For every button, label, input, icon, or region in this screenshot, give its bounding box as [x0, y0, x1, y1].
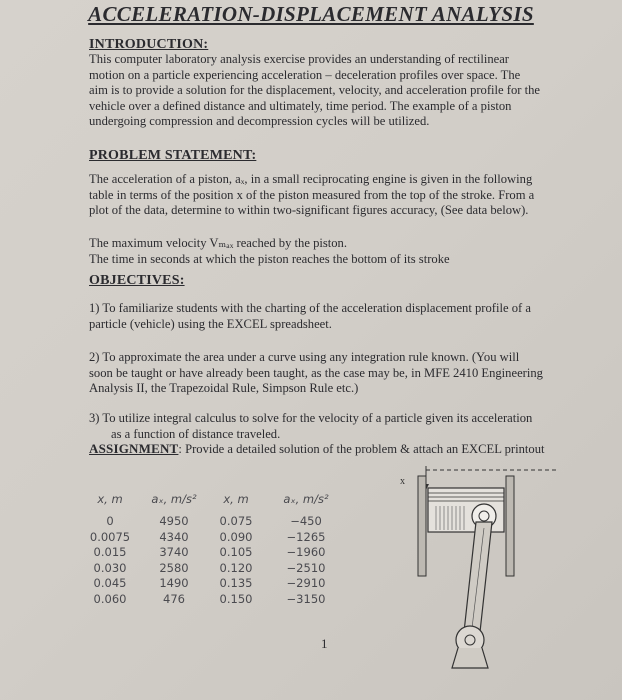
text-line: Analysis II, the Trapezoidal Rule, Simpson Rule etc.) [89, 381, 359, 395]
assignment-heading: ASSIGNMENT [89, 441, 179, 456]
table-cell: 0.060 [93, 591, 127, 606]
table-header: aₓ, m/s² [283, 492, 329, 506]
introduction-heading: INTRODUCTION: [89, 37, 209, 52]
table-cell: −2510 [286, 560, 326, 575]
table-cell: 0.105 [219, 545, 253, 559]
table-cell: 0.135 [219, 576, 253, 590]
text-line: motion on a particle experiencing acceleration – deceleration profiles over space. The [89, 67, 521, 82]
objective-1 [89, 301, 531, 332]
text-line: 1) To familiarize students with the charting of the acceleration displacement profile of a [89, 301, 531, 315]
table-cell: 0.030 [93, 560, 127, 575]
table-cell: 0.0075 [89, 529, 131, 544]
table-cell: 0.075 [219, 514, 253, 528]
table-cell: −1265 [286, 529, 326, 544]
cylinder-wall-right [506, 476, 514, 576]
piston-diagram [388, 462, 568, 682]
table-cell: −1960 [286, 545, 326, 559]
table-cell: 4340 [159, 529, 189, 544]
text-line: undergoing compression and decompression cycles will be utilized. [89, 114, 430, 128]
text-line: The time in seconds at which the piston reaches the bottom of its stroke [89, 251, 450, 266]
page-number: 1 [321, 636, 328, 651]
text-line: 3) To utilize integral calculus to solve for the velocity of a particle given its acceleration [89, 411, 533, 425]
text-line: vehicle over a defined distance and ultimately, time period. The example of a piston [89, 98, 512, 113]
table-cell: 2580 [159, 560, 189, 575]
table-column-a2 [270, 492, 342, 607]
table-header: x, m [223, 492, 249, 506]
table-cell: −2910 [286, 576, 326, 590]
introduction-paragraph [89, 52, 540, 130]
text-line: as a function of distance traveled. [111, 426, 281, 441]
problem-paragraph [89, 172, 534, 219]
table-cell: 0.150 [219, 591, 253, 606]
data-table [80, 492, 340, 622]
text-line: The acceleration of a piston, aₓ, in a small reciprocating engine is given in the following [89, 172, 533, 186]
cylinder-wall-left [418, 476, 426, 576]
table-cell: 0.015 [93, 545, 127, 559]
table-column-x2 [206, 492, 266, 607]
table-cell: 3740 [159, 545, 189, 559]
table-cell: 0.120 [219, 560, 253, 575]
objective-2 [89, 350, 543, 397]
text-line: plot of the data, determine to within two-significant figures accuracy, (See data below). [89, 203, 529, 217]
table-cell: 476 [163, 591, 185, 606]
table-header: x, m [97, 492, 123, 506]
table-column-x1 [80, 492, 140, 607]
table-header: aₓ, m/s² [151, 492, 197, 506]
table-column-a1 [142, 492, 206, 607]
objective-3 [89, 411, 532, 442]
table-cell: 4950 [159, 514, 189, 528]
table-cell: 0 [106, 514, 114, 528]
text-line: table in terms of the position x of the piston measured from the top of the stroke. From a [89, 187, 535, 202]
table-cell: −3150 [286, 591, 326, 606]
problem-statement-heading: PROBLEM STATEMENT: [89, 148, 257, 163]
table-cell: 1490 [159, 576, 189, 590]
text-line: aim is to provide a solution for the displacement, velocity, and acceleration profile for the [89, 83, 541, 97]
table-cell: 0.090 [219, 529, 253, 544]
text-line: 2) To approximate the area under a curve using any integration rule known. (You will [89, 350, 520, 364]
crank-arm [452, 648, 488, 668]
problem-find-list [89, 236, 450, 267]
x-axis-label: x [400, 476, 405, 487]
text-line: The maximum velocity Vₘₐₓ reached by the piston. [89, 236, 348, 250]
text-line: soon be taught or have already been taught, as the case may be, in MFE 2410 Engineering [89, 365, 543, 380]
table-cell: 0.045 [93, 576, 127, 590]
assignment-line [89, 441, 545, 458]
assignment-text: : Provide a detailed solution of the problem & attach an EXCEL printout [178, 442, 545, 456]
document-title: ACCELERATION-DISPLACEMENT ANALYSIS [88, 2, 534, 26]
objectives-heading: OBJECTIVES: [89, 273, 185, 288]
text-line: This computer laboratory analysis exercise provides an understanding of rectilinear [89, 52, 509, 66]
table-cell: −450 [290, 514, 322, 528]
text-line: particle (vehicle) using the EXCEL spreadsheet. [89, 316, 332, 331]
